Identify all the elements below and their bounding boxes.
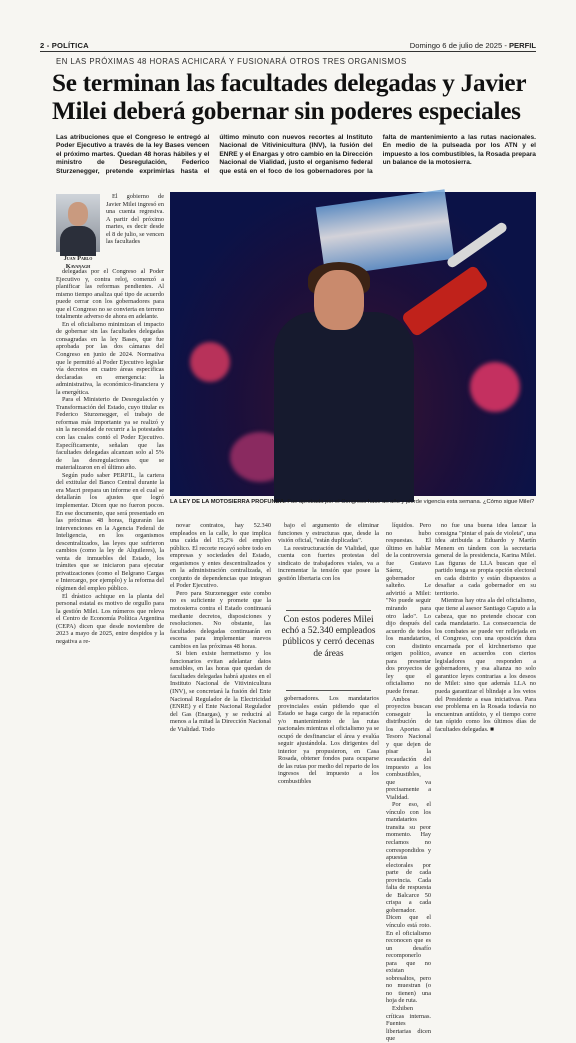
body-column-1-top — [106, 193, 164, 267]
body-column-3-bottom — [278, 695, 379, 818]
date-text: Domingo 6 de julio de 2025 - — [409, 41, 509, 50]
body-paragraph: El drástico achique en la planta del personal estatal es motivo de orgullo para la gestión Milei. Los números que releva el Centro de Economía Política Argentina (CEPA) dicen que desde noviembre de 2023 a mayo de 2025, entre despidos y la negativa a re- — [56, 592, 164, 645]
body-paragraph: líquidos. Pero no hubo respuestas. El último en hablar de la controversia fue Gustavo Sáenz, gobernador salteño. Le advirtió a Milei: "No puede seguir mirando para otro lado". Lo dijo después del acuerdo de todos los mandatarios, con distinto origen político, para presentar dos proyectos de ley que el oficialismo no puede frenar. — [386, 522, 431, 696]
body-column-4 — [386, 522, 431, 1043]
body-paragraph: gobernadores. Los mandatarios provinciales están pidiendo que el Estado se haga cargo de la reparación y/o mantenimiento de las rutas nacionales mientras el oficialismo ya se ocupó de desfinanciar el área y evalúa seguir ajustándola. Los dirigentes del interior ya propusieron, en Casa Rosada, obtener fondos para ocuparse de las rutas por medio del reparto de los ingresos del impuesto a los combustibles — [278, 695, 379, 786]
body-paragraph: La reestructuración de Vialidad, que cuenta con fuertes protestas del sindicato de trabajadores viales, va a incrementar la tensión que posee la gestión libertaria con los — [278, 544, 379, 582]
pullquote-rule-bottom — [286, 690, 371, 691]
author-photo — [56, 194, 100, 252]
caption-lead: LA LEY DE LA MOTOSIERRA PROFUNDA. — [170, 499, 286, 505]
author-photo-head — [68, 202, 88, 226]
body-paragraph: Si bien existe hermetismo y los funcionarios evitan adelantar datos sensibles, en las horas que quedan de facultades delegadas habrá ajustes en el Instituto Nacional de Vitivinicultura (INV), se concretará la fusión del Ente Nacional Regulador de la Electricidad (ENRE) y el Ente Nacional Regulador del Gas (Enargas), y se reducirá al menos a la mitad la Dirección Nacional de Vialidad. Todo — [170, 650, 271, 733]
photo-light — [190, 342, 230, 382]
body-paragraph: no fue una buena idea lanzar la consigna "pintar el país de violeta", una idea atribuida a Eduardo y Martín Menem en tándem con la secretaria general de la presidencia, Karina Milei. Las figuras de LLA buscan que el partido tenga su propia opción electoral en cada distrito y están dispuestos a desafiar a cada gobernador en su territorio. — [435, 522, 536, 597]
author-photo-body — [60, 226, 96, 256]
chainsaw — [401, 265, 490, 338]
photo-caption — [170, 499, 536, 506]
kicker: EN LAS PRÓXIMAS 48 HORAS ACHICARÁ Y FUSIONARÁ OTROS TRES ORGANISMOS — [56, 57, 407, 66]
byline: Juan Pablo Kavanagh — [63, 255, 93, 270]
body-paragraph: Ambos proyectos buscan conseguir la distribución de los Aportes al Tesoro Nacional y que dejen de pisar la recaudación del impuesto a los combustibles, que va precisamente a Vialidad. — [386, 695, 431, 801]
body-paragraph: novar contratos, hay 52.340 empleados en la calle, lo que implica una caída del 15,2% del empleo público. El recorte recayó sobre todo en empresas y sociedades del Estado, organismos y entes descentralizados y en la administración centralizada, el conjunto de dependencias que integran el Poder Ejecutivo. — [170, 522, 271, 590]
headline: Se terminan las facultades delegadas y Javier Milei deberá gobernar sin poderes especiales — [52, 70, 526, 125]
body-paragraph: Mientras hay otra ala del oficialismo, que tiene al asesor Santiago Caputo a la cabeza, que no pretende chocar con cada mandatario. La consecuencia de los combates se puede ver reflejada en el Congreso, con una oposición dura encarnada por el kirchnerismo que avance en acuerdos con ciertos legisladores que responden a gobernadores, y esa alianza no solo garantice leyes contrarias a los deseos de Milei: sino que además LLA no pueda garantizar el blindaje a los vetos del Presidente a esas iniciativas. Para ese problema en la Rosada todavía no encuentran antídoto, y el tiempo corre tan rápido como los últimos días de facultades delegadas. ■ — [435, 597, 536, 733]
photo-figure-body — [274, 312, 414, 502]
body-column-1 — [56, 268, 164, 818]
chainsaw-blade — [445, 221, 508, 269]
body-column-2 — [170, 522, 271, 818]
pullquote: Con estos poderes Milei echó a 52.340 empleados públicos y cerró decenas de áreas — [281, 615, 376, 659]
pullquote-rule-top — [286, 610, 371, 611]
body-column-3-top — [278, 522, 379, 602]
body-paragraph: delegadas por el Congreso al Poder Ejecutivo y, contra reloj, comenzó a planificar las reformas pendientes. Al mismo tiempo analiza qué tipo de acuerdo puede cerrar con los gobernadores para que el Congreso no se convierta en terreno totalmente adverso de ahora en adelante. — [56, 268, 164, 321]
dateline — [410, 41, 536, 50]
section-label: 2 - POLÍTICA — [40, 41, 89, 50]
paper-name: PERFIL — [508, 41, 536, 50]
page-header — [40, 38, 536, 50]
body-paragraph: bajo el argumento de eliminar funciones y estructuras que, desde la visión oficial, "están duplicadas". — [278, 522, 379, 545]
body-paragraph: El gobierno de Javier Milei ingresó en una cuenta regresiva. A partir del próximo martes, es decir desde el 8 de julio, se vencen las facultades — [106, 193, 164, 246]
body-paragraph: Por eso, el vínculo con los mandatarios transita su peor momento. Hay reclamos no correspondidos y apuestas electorales por parte de cada provincia. Cada falta de respuesta de Balcarce 50 crispa a cada gobernador. Dicen que el vínculo está roto. En el oficialismo reconocen que es un desafío recomponerlo para que no existan sobresaltos, pero no muestran (o no tienen) una hoja de ruta. — [386, 801, 431, 1005]
body-paragraph: Pero para Sturzenegger este combo no es suficiente y promete que la motosierra contra el Estado continuará mediante decretos, disposiciones y resoluciones. No obstante, las facultades delegadas continuarán en escena para implementar nuevos cambios en las próximas 48 horas. — [170, 589, 271, 650]
header-rule — [40, 51, 536, 52]
body-paragraph: Para el Ministerio de Desregulación y Transformación del Estado, cuyo titular es Federico Sturzenegger, el trabajo de reformas más importante ya se realizó y sin la necesidad de recurrir a la potestades con las cuales contó el Poder Ejecutivo. Específicamente, señalan que las facultades delegadas alcanzan solo al 5% de las desregulaciones que se materializaron en el último año. — [56, 396, 164, 472]
photo-light — [470, 362, 520, 412]
photo-figure-head — [314, 270, 364, 330]
main-photo — [170, 192, 536, 496]
caption-text: Fue aprobada por el Congreso hace un año y pierde vigencia esta semana. ¿Cómo sigue Milei? — [285, 499, 535, 505]
body-paragraph: Según pudo saber PERFIL, la cartera del extitular del Banco Central durante la era Macri prepara un informe en el cual se detallarán los ajustes que logró implementar. Dicen que no fueron pocos. En ese documento, que será presentado en las próximas 48 horas, figurarán las intervenciones en la Agencia Federal de Inteligencia, en los organismos descentralizados, las leyes que sufrieron cambios (como la ley de Alquileres), la venta de inmuebles del Estado, los trámites que se iniciaron para ejecutar privatizaciones (como el Belgrano Cargas e Intercargo, por ejemplo) y la reforma del régimen del empleo público. — [56, 471, 164, 592]
body-paragraph: En el oficialismo minimizan el impacto de gobernar sin las facultades delegadas consagradas en la ley Bases, que fue aprobada por las dos cámaras del Congreso en junio de 2024. Normativa que le permitió al Poder Ejecutivo legislar vía decretos en cuatro áreas específicas declaradas en emergencia: la administrativa, la económico-financiera y la energética. — [56, 320, 164, 396]
lead-paragraph: Las atribuciones que el Congreso le entregó al Poder Ejecutivo a través de la ley Bases vencen el próximo martes. Quedan 48 horas hábiles y el ministro de Desregulación, Federico Sturzenegger, pretende exprimirlas hasta el último minuto con nuevos recortes al Instituto Nacional de Vitivinicultura (INV), la fusión del ENRE y el Enargas y otro cambio en la Dirección Nacional de Vialidad, justo el organismo federal que está en el foco de los gobernadores por la falta de mantenimiento a las rutas nacionales. En medio de la pulseada por los ATN y el impuesto a los combustibles, la Rosada prepara un balance de la motosierra. — [56, 134, 536, 175]
body-paragraph: Exhiben críticas internas. Fuentes libertarias dicen que — [386, 1005, 431, 1043]
body-column-5 — [435, 522, 536, 818]
